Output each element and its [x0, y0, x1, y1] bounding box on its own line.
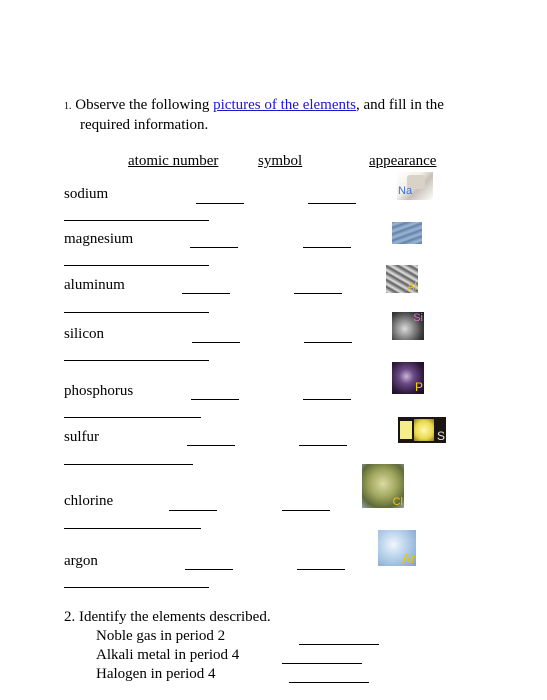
atomic-number-blank[interactable] — [190, 247, 238, 248]
symbol-blank[interactable] — [303, 247, 351, 248]
elements-pictures-link[interactable]: pictures of the elements — [213, 97, 357, 113]
appearance-blank[interactable] — [64, 265, 209, 266]
phosphorus-picture — [392, 362, 424, 394]
question-2-item-3: Halogen in period 4 — [96, 666, 216, 682]
atomic-number-blank[interactable] — [182, 293, 230, 294]
question-1-text: Observe the following — [75, 97, 214, 113]
sulfur-symbol-label: S — [436, 429, 445, 443]
sodium-picture — [397, 172, 433, 200]
symbol-blank[interactable] — [308, 203, 356, 204]
atomic-number-blank[interactable] — [169, 510, 217, 511]
symbol-blank[interactable] — [294, 293, 342, 294]
answer-blank[interactable] — [289, 682, 369, 683]
appearance-blank[interactable] — [64, 528, 201, 529]
atomic-number-blank[interactable] — [187, 445, 235, 446]
magnesium-picture — [392, 222, 422, 244]
silicon-picture — [392, 312, 424, 340]
atomic-number-blank[interactable] — [192, 342, 240, 343]
atomic-number-blank[interactable] — [196, 203, 244, 204]
sodium-symbol-label: Na — [398, 185, 413, 197]
question-2-title: 2. Identify the elements described. — [64, 609, 271, 625]
aluminum-symbol-label: Al — [407, 281, 417, 293]
question-2-item-2: Alkali metal in period 4 — [96, 647, 240, 663]
symbol-blank[interactable] — [304, 342, 352, 343]
header-appearance: appearance — [369, 153, 437, 169]
question-2-item-1: Noble gas in period 2 — [96, 628, 226, 644]
argon-picture — [378, 530, 416, 566]
question-1-text-tail: , and fill in the — [356, 97, 444, 113]
element-name-aluminum: aluminum — [64, 277, 125, 293]
question-1 — [64, 96, 444, 135]
header-atomic-number: atomic number — [128, 153, 219, 169]
header-symbol: symbol — [258, 153, 303, 169]
answer-blank[interactable] — [299, 644, 379, 645]
phosphorus-symbol-label: P — [414, 380, 423, 394]
element-name-silicon: silicon — [64, 326, 104, 342]
chlorine-symbol-label: Cl — [392, 496, 403, 508]
sulfur-picture — [398, 417, 446, 443]
chlorine-picture — [362, 464, 404, 508]
element-name-sulfur: sulfur — [64, 429, 99, 445]
atomic-number-blank[interactable] — [191, 399, 239, 400]
symbol-blank[interactable] — [303, 399, 351, 400]
appearance-blank[interactable] — [64, 587, 209, 588]
aluminum-picture — [386, 265, 418, 293]
appearance-blank[interactable] — [64, 417, 201, 418]
answer-blank[interactable] — [282, 663, 362, 664]
appearance-blank[interactable] — [64, 312, 209, 313]
element-name-argon: argon — [64, 553, 98, 569]
question-1-line-2: required information. — [80, 117, 209, 133]
element-name-sodium: sodium — [64, 186, 109, 202]
element-name-chlorine: chlorine — [64, 493, 114, 509]
element-name-phosphorus: phosphorus — [64, 383, 134, 399]
appearance-blank[interactable] — [64, 220, 209, 221]
appearance-blank[interactable] — [64, 360, 209, 361]
question-1-number: 1. — [64, 101, 72, 112]
atomic-number-blank[interactable] — [185, 569, 233, 570]
symbol-blank[interactable] — [297, 569, 345, 570]
silicon-symbol-label: Si — [413, 312, 423, 324]
appearance-blank[interactable] — [64, 464, 193, 465]
element-name-magnesium: magnesium — [64, 231, 134, 247]
symbol-blank[interactable] — [299, 445, 347, 446]
symbol-blank[interactable] — [282, 510, 330, 511]
argon-symbol-label: Ar — [402, 551, 415, 566]
